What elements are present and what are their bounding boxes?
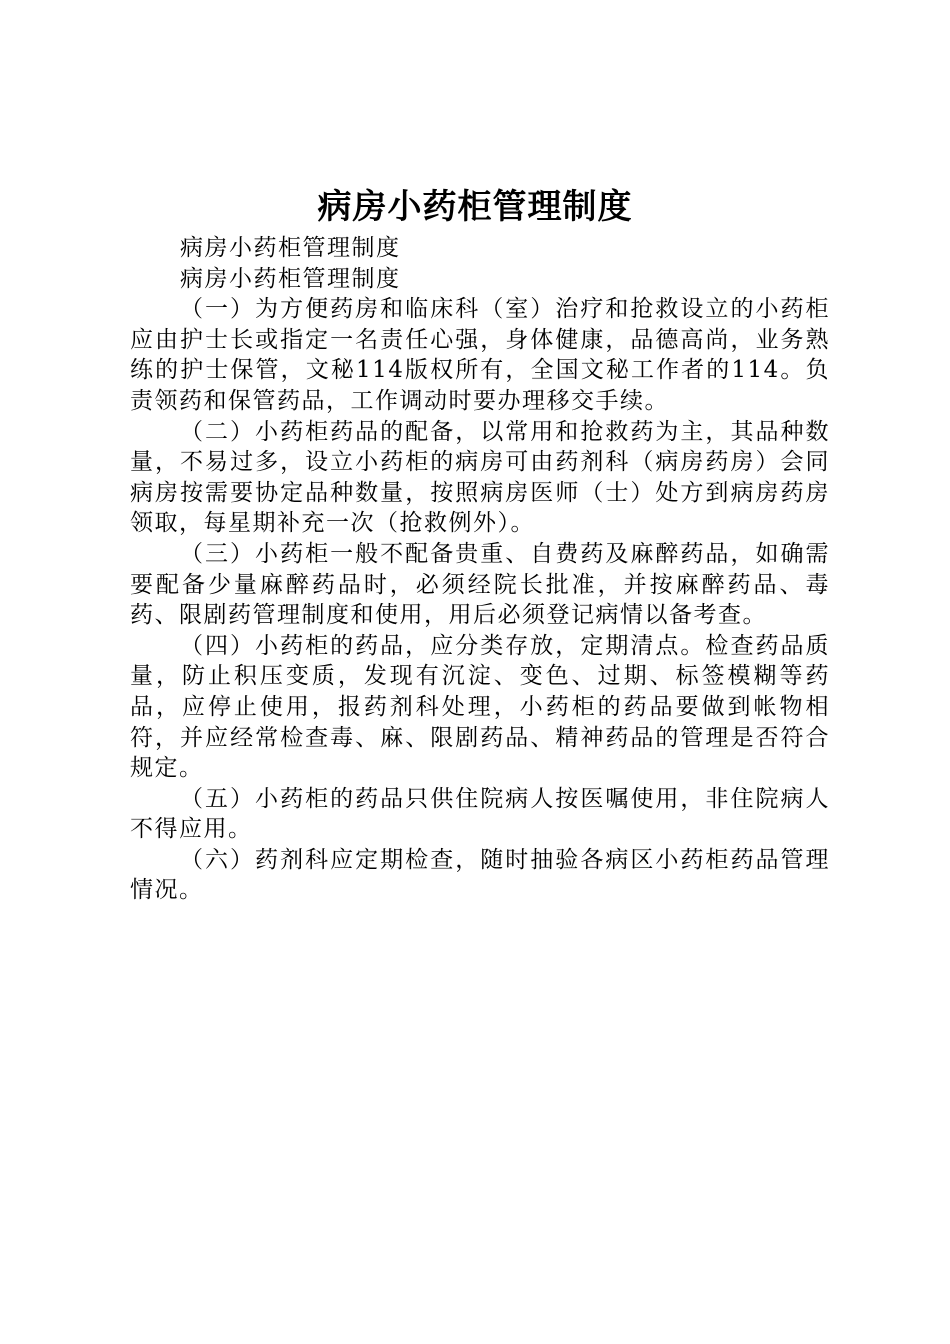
paragraph-2: （二）小药柜药品的配备，以常用和抢救药为主，其品种数量，不易过多，设立小药柜的病房可由药剂科（病房药房）会同病房按需要协定品种数量，按照病房医师（士）处方到病房药房领取，每星期补充一次（抢救例外）。: [130, 418, 830, 537]
subtitle-line-1: 病房小药柜管理制度: [180, 235, 401, 261]
document-body: [130, 233, 830, 906]
paragraph-3: （三）小药柜一般不配备贵重、自费药及麻醉药品，如确需要配备少量麻醉药品时，必须经院长批准，并按麻醉药品、毒药、限剧药管理制度和使用，用后必须登记病情以备考查。: [130, 540, 830, 629]
paragraph-1: （一）为方便药房和临床科（室）治疗和抢救设立的小药柜应由护士长或指定一名责任心强，身体健康，品德高尚，业务熟练的护士保管，文秘114版权所有，全国文秘工作者的114。负责领药和保管药品，工作调动时要办理移交手续。: [130, 296, 830, 414]
paragraph-6: （六）药剂科应定期检查，随时抽验各病区小药柜药品管理情况。: [130, 846, 830, 904]
paragraph-4: （四）小药柜的药品，应分类存放，定期清点。检查药品质量，防止积压变质，发现有沉淀、变色、过期、标签模糊等药品，应停止使用，报药剂科处理，小药柜的药品要做到帐物相符，并应经常检查毒、麻、限剧药品、精神药品的管理是否符合规定。: [130, 632, 830, 782]
subtitle-line-2: 病房小药柜管理制度: [180, 265, 401, 292]
document-title: 病房小药柜管理制度: [317, 187, 633, 227]
paragraph-5: （五）小药柜的药品只供住院病人按医嘱使用，非住院病人不得应用。: [130, 785, 830, 843]
